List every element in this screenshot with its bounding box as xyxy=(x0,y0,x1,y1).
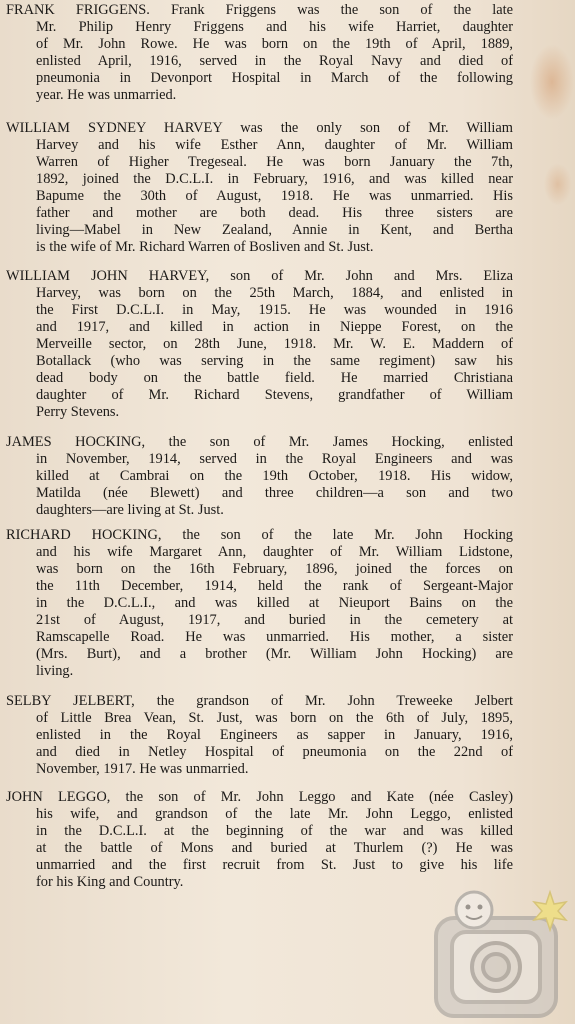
entry-line: November, 1917. He was unmarried. xyxy=(36,761,249,778)
entry-richard-hocking xyxy=(6,527,513,680)
entry-line: the First D.C.L.I. in May, 1915. He was wounded in 1916 xyxy=(36,302,513,319)
entry-line: enlisted April, 1916, served in the Royal Navy and died of xyxy=(36,53,513,70)
entry-line: Mr. Philip Henry Friggens and his wife Harriet, daughter xyxy=(36,19,513,36)
entry-line: and 1917, and killed in action in Nieppe Forest, on the xyxy=(36,319,513,336)
entry-line: killed at Cambrai on the 19th October, 1918. His widow, xyxy=(36,468,513,485)
entry-selby-jelbert xyxy=(6,693,513,778)
entry-line: JAMES HOCKING, the son of Mr. James Hocking, enlisted xyxy=(6,434,513,450)
entry-line: Harvey and his wife Esther Ann, daughter of Mr. William xyxy=(36,137,513,154)
entry-line: for his King and Country. xyxy=(36,874,184,891)
entry-line: Warren of Higher Tregeseal. He was born January the 7th, xyxy=(36,154,513,171)
entry-line: Bapume the 30th of August, 1918. He was unmarried. His xyxy=(36,188,513,205)
entry-line: pneumonia in Devonport Hospital in March of the following xyxy=(36,70,513,87)
entry-line: at the battle of Mons and buried at Thurlem (?) He was xyxy=(36,840,513,857)
entry-john-leggo xyxy=(6,789,513,891)
entry-line: year. He was unmarried. xyxy=(36,87,177,104)
camera-logo-icon xyxy=(430,888,575,1024)
entry-line: and died in Netley Hospital of pneumonia on the 22nd of xyxy=(36,744,513,761)
entry-line: Merveille sector, on 28th June, 1918. Mr. W. E. Maddern of xyxy=(36,336,513,353)
entry-line: daughters—are living at St. Just. xyxy=(36,502,224,519)
entry-line: JOHN LEGGO, the son of Mr. John Leggo and Kate (née Casley) xyxy=(6,789,513,805)
entry-line: living—Mabel in New Zealand, Annie in Kent, and Bertha xyxy=(36,222,513,239)
entry-line: of Mr. John Rowe. He was born on the 19th of April, 1889, xyxy=(36,36,513,53)
entry-line: dead body on the battle field. He married Christiana xyxy=(36,370,513,387)
entry-line: of Little Brea Vean, St. Just, was born on the 6th of July, 1895, xyxy=(36,710,513,727)
entry-line: Ramscapelle Road. He was unmarried. His mother, a sister xyxy=(36,629,513,646)
entry-line: RICHARD HOCKING, the son of the late Mr. John Hocking xyxy=(6,527,513,543)
entry-frank-friggens xyxy=(6,2,513,104)
entry-line: Botallack (who was serving in the same regiment) saw his xyxy=(36,353,513,370)
entry-line: is the wife of Mr. Richard Warren of Bosliven and St. Just. xyxy=(36,239,374,256)
entry-line: Harvey, was born on the 25th March, 1884, and enlisted in xyxy=(36,285,513,302)
entry-line: in the D.C.L.I. at the beginning of the war and was killed xyxy=(36,823,513,840)
entry-william-sydney-harvey xyxy=(6,120,513,256)
entry-james-hocking xyxy=(6,434,513,519)
entry-line: (Mrs. Burt), and a brother (Mr. William John Hocking) are xyxy=(36,646,513,663)
entry-line: WILLIAM JOHN HARVEY, son of Mr. John and Mrs. Eliza xyxy=(6,268,513,284)
entry-line: his wife, and grandson of the late Mr. John Leggo, enlisted xyxy=(36,806,513,823)
entry-line: father and mother are both dead. His three sisters are xyxy=(36,205,513,222)
entry-line: and his wife Margaret Ann, daughter of Mr. William Lidstone, xyxy=(36,544,513,561)
entry-line: in November, 1914, served in the Royal Engineers and was xyxy=(36,451,513,468)
entry-line: was born on the 16th February, 1896, joined the forces on xyxy=(36,561,513,578)
entry-line: enlisted in the Royal Engineers as sapper in January, 1916, xyxy=(36,727,513,744)
entry-line: 1892, joined the D.C.L.I. in February, 1916, and was killed near xyxy=(36,171,513,188)
entry-line: 21st of August, 1917, and buried in the cemetery at xyxy=(36,612,513,629)
entry-line: unmarried and the first recruit from St. Just to give his life xyxy=(36,857,513,874)
entry-line: Matilda (née Blewett) and three children—a son and two xyxy=(36,485,513,502)
entry-line: SELBY JELBERT, the grandson of Mr. John Treweeke Jelbert xyxy=(6,693,513,709)
entry-william-john-harvey xyxy=(6,268,513,421)
entry-line: the 11th December, 1914, held the rank of Sergeant-Major xyxy=(36,578,513,595)
entry-line: FRANK FRIGGENS. Frank Friggens was the son of the late xyxy=(6,2,513,18)
entry-line: WILLIAM SYDNEY HARVEY was the only son of Mr. William xyxy=(6,120,513,136)
entry-line: in the D.C.L.I., and was killed at Nieuport Bains on the xyxy=(36,595,513,612)
entry-line: daughter of Mr. Richard Stevens, grandfather of William xyxy=(36,387,513,404)
entry-line: Perry Stevens. xyxy=(36,404,120,421)
entry-line: living. xyxy=(36,663,74,680)
